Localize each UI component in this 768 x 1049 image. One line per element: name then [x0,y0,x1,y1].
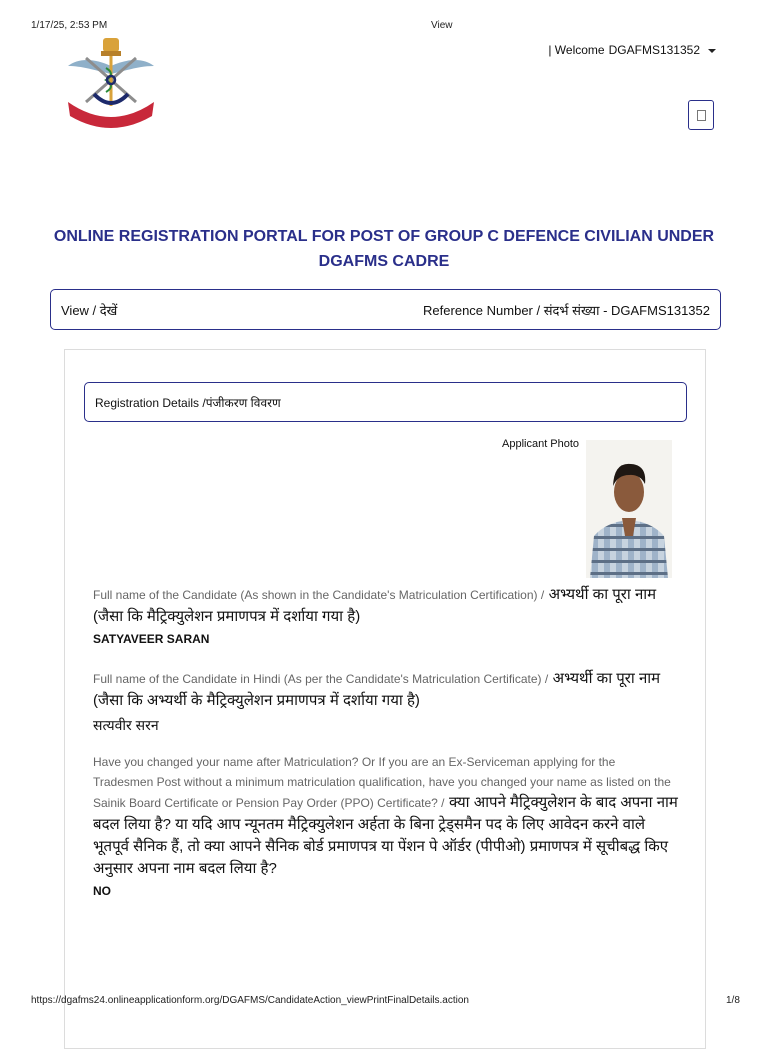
field-name-changed [93,752,678,898]
field-full-name [93,584,673,646]
welcome-text: | Welcome [548,43,605,57]
field-label-hi: अभ्यर्थी का पूरा नाम (जैसा कि मैट्रिक्युलेशन प्रमाणपत्र में दर्शाया गया है) [93,586,657,625]
field-label-en: Full name of the Candidate in Hindi (As per the Candidate's Matriculation Certificate) / [93,672,549,686]
menu-icon [697,110,706,121]
view-bar [50,289,721,330]
welcome-menu[interactable] [548,43,716,57]
field-value: सत्यवीर सरन [93,717,159,733]
field-label-en: Have you changed your name after Matriculation? Or If you are an Ex-Serviceman applying for the Tradesmen Post without a minimum matriculation qualification, have you changed your name as listed on the Sainik Board Certificate or Pension Pay Order (PPO) Certificate? / [93,755,671,810]
print-footer-url: https://dgafms24.onlineapplicationform.org/DGAFMS/CandidateAction_viewPrintFinalDetails.action [31,995,469,1006]
field-full-name-hindi [93,668,673,735]
applicant-photo [586,440,672,578]
print-datetime: 1/17/25, 2:53 PM [31,20,108,31]
field-value: SATYAVEER SARAN [93,632,210,646]
registration-details-header: Registration Details /पंजीकरण विवरण [84,382,687,422]
username: DGAFMS131352 [608,43,700,57]
field-value: NO [93,884,111,898]
reference-number: Reference Number / संदर्भ संख्या - DGAFMS131352 [423,302,710,318]
applicant-photo-label: Applicant Photo [502,438,580,450]
field-label-en: Full name of the Candidate (As shown in the Candidate's Matriculation Certification) / [93,588,545,602]
chevron-down-icon [708,49,716,53]
portal-title: ONLINE REGISTRATION PORTAL FOR POST OF GROUP C DEFENCE CIVILIAN UNDER DGAFMS CADRE [53,228,715,270]
afms-emblem-logo [64,36,158,130]
print-footer-page: 1/8 [726,995,740,1006]
menu-toggle-button[interactable] [688,100,714,130]
field-label-hi: अभ्यर्थी का पूरा नाम (जैसा कि अभ्यर्थी के मैट्रिक्युलेशन प्रमाणपत्र में दर्शाया गया है) [93,670,661,709]
print-page-title: View [431,20,453,31]
view-label: View / देखें [61,302,118,318]
field-label-hi: क्या आपने मैट्रिक्युलेशन के बाद अपना नाम बदल लिया है? या यदि आप न्यूनतम मैट्रिक्युलेशन अर्हता के बिना ट्रेड्समैन पद के लिए आवेदन करने वाले भूतपूर्व सैनिक हैं, तो क्या आपने सैनिक बोर्ड प्रमाणपत्र या पेंशन पे ऑर्डर (पीपीओ) प्रमाणपत्र में सूचीबद्ध किए अनुसार अपना नाम बदल लिया है? [93,794,678,877]
